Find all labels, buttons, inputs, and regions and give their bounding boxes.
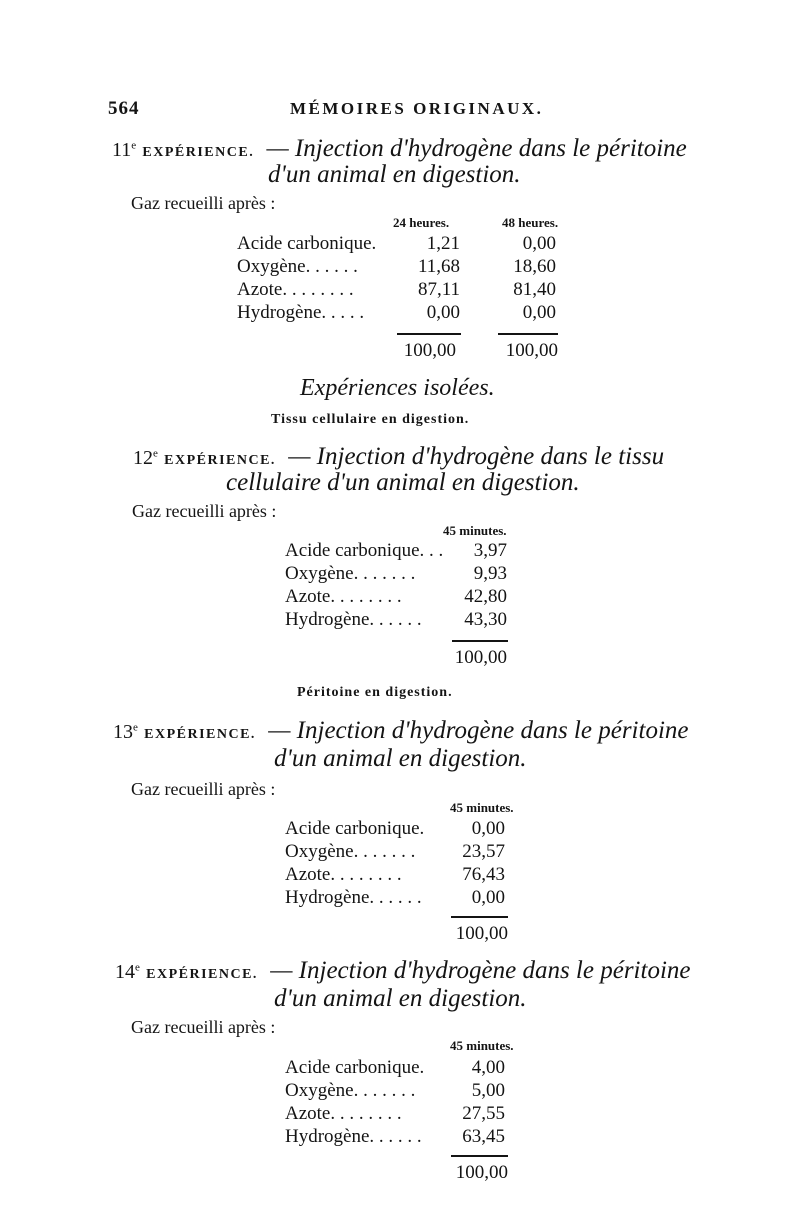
exp11-col1: 24 heures.	[393, 215, 450, 230]
exp14-row-label: Oxygène. . . . . . .	[285, 1080, 416, 1101]
exp13-row-label: Azote. . . . . . . .	[285, 864, 402, 885]
exp11-total-2: 100,00	[505, 340, 558, 361]
exp12-title-line2: cellulaire d'un animal en digestion.	[226, 469, 580, 496]
exp14-sum-rule	[451, 1155, 508, 1157]
exp14-row-label: Hydrogène. . . . . .	[285, 1126, 422, 1147]
exp12-heading	[133, 443, 664, 471]
section-tissue-title: Tissu cellulaire en digestion.	[271, 412, 470, 427]
exp14-col1: 45 minutes.	[450, 1038, 514, 1053]
exp12-row-label: Acide carbonique. . .	[285, 540, 444, 561]
exp11-gaz: Gaz recueilli après :	[131, 193, 276, 213]
exp11-row-v2: 0,00	[522, 302, 556, 323]
exp13-total: 100,00	[455, 923, 508, 944]
exp11-row-v2: 18,60	[513, 256, 556, 277]
exp14-title-line2: d'un animal en digestion.	[274, 985, 527, 1012]
exp14-row-label: Azote. . . . . . . .	[285, 1103, 402, 1124]
exp13-number: 13e	[113, 721, 138, 743]
exp11-heading	[112, 135, 687, 163]
exp14-row-v1: 27,55	[462, 1103, 505, 1124]
exp13-col1: 45 minutes.	[450, 800, 514, 815]
exp14-row-v1: 63,45	[462, 1126, 505, 1147]
exp13-title-line2: d'un animal en digestion.	[274, 745, 527, 772]
exp14-row-label: Acide carbonique.	[285, 1057, 425, 1078]
exp13-sum-rule	[451, 916, 508, 918]
page-number: 564	[108, 98, 140, 119]
exp14-row-v1: 4,00	[471, 1057, 505, 1078]
exp11-total-1: 100,00	[403, 340, 456, 361]
exp12-row-v1: 42,80	[464, 586, 507, 607]
exp13-row-label: Hydrogène. . . . . .	[285, 887, 422, 908]
exp11-number: 11e	[112, 139, 137, 161]
exp11-row-v1: 1,21	[426, 233, 460, 254]
exp11-title: — Injection d'hydrogène dans le péritoine	[266, 135, 687, 162]
exp14-number: 14e	[115, 961, 140, 983]
exp12-row-v1: 43,30	[464, 609, 507, 630]
exp11-label: EXPÉRIENCE.	[142, 145, 255, 160]
exp13-row-label: Oxygène. . . . . . .	[285, 841, 416, 862]
exp11-row-v2: 0,00	[522, 233, 556, 254]
exp14-title: — Injection d'hydrogène dans le péritoine	[270, 957, 691, 984]
exp12-label: EXPÉRIENCE.	[164, 453, 276, 468]
exp13-row-v1: 76,43	[462, 864, 505, 885]
exp12-row-v1: 3,97	[473, 540, 507, 561]
section-peritoneum-title: Péritoine en digestion.	[297, 685, 453, 700]
exp11-sum-rule-1	[397, 333, 461, 335]
exp14-heading	[115, 957, 691, 985]
exp11-title-line2: d'un animal en digestion.	[268, 161, 521, 188]
exp12-number: 12e	[133, 447, 158, 469]
exp12-row-label: Azote. . . . . . . .	[285, 586, 402, 607]
exp12-title: — Injection d'hydrogène dans le tissu	[288, 443, 665, 470]
exp12-row-label: Hydrogène. . . . . .	[285, 609, 422, 630]
exp11-row-v2: 81,40	[513, 279, 556, 300]
exp12-row-v1: 9,93	[473, 563, 507, 584]
exp11-row-label: Hydrogène. . . . .	[237, 302, 365, 323]
section-isolated-title: Expériences isolées.	[300, 375, 495, 401]
exp11-row-label: Oxygène. . . . . .	[237, 256, 358, 277]
exp14-row-v1: 5,00	[471, 1080, 505, 1101]
exp14-total: 100,00	[455, 1162, 508, 1183]
exp12-row-label: Oxygène. . . . . . .	[285, 563, 416, 584]
exp11-row-v1: 11,68	[417, 256, 460, 277]
exp11-row-v1: 87,11	[417, 279, 460, 300]
exp13-row-v1: 0,00	[471, 818, 505, 839]
exp14-label: EXPÉRIENCE.	[146, 967, 258, 982]
exp11-row-label: Azote. . . . . . . .	[237, 279, 354, 300]
exp13-heading	[113, 717, 689, 745]
exp13-title: — Injection d'hydrogène dans le péritoine	[268, 717, 689, 744]
exp13-row-v1: 0,00	[471, 887, 505, 908]
exp12-col1: 45 minutes.	[443, 523, 507, 538]
exp12-sum-rule	[452, 640, 508, 642]
exp12-gaz: Gaz recueilli après :	[132, 501, 277, 521]
exp11-row-v1: 0,00	[426, 302, 460, 323]
exp11-row-label: Acide carbonique.	[237, 233, 377, 254]
exp11-col2: 48 heures.	[502, 215, 559, 230]
exp13-row-label: Acide carbonique.	[285, 818, 425, 839]
exp13-label: EXPÉRIENCE.	[144, 727, 256, 742]
exp13-gaz: Gaz recueilli après :	[131, 779, 276, 799]
exp14-gaz: Gaz recueilli après :	[131, 1017, 276, 1037]
running-title: MÉMOIRES ORIGINAUX.	[290, 99, 544, 118]
exp12-total: 100,00	[454, 647, 507, 668]
exp11-sum-rule-2	[498, 333, 558, 335]
exp13-row-v1: 23,57	[462, 841, 505, 862]
